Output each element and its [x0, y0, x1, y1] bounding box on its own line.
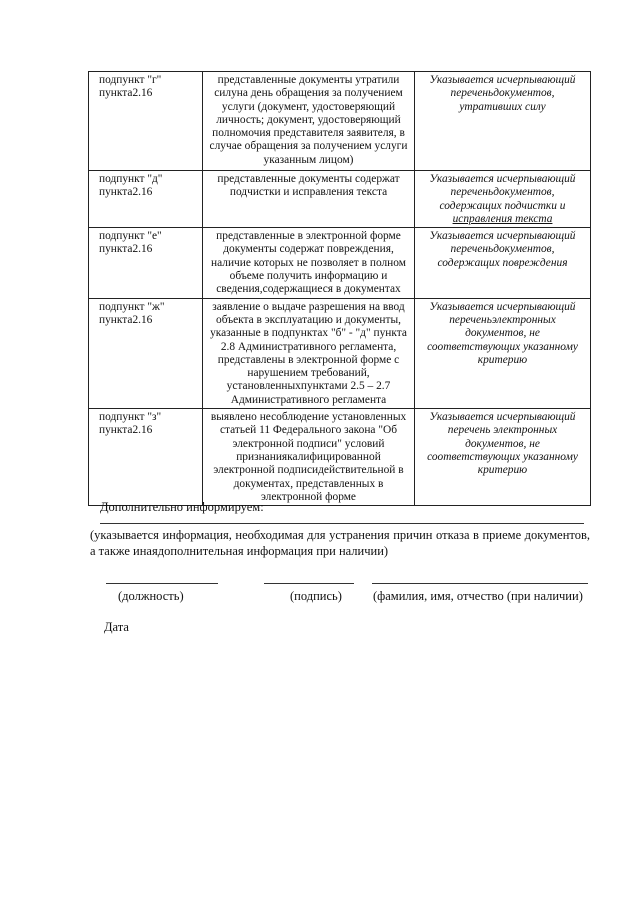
date-label: Дата — [104, 620, 129, 634]
name-line — [372, 583, 588, 584]
note-line: соответствующих указанному — [427, 340, 578, 353]
point-label: подпункт "ж" — [99, 300, 165, 313]
signature-line — [264, 583, 354, 584]
point-label: подпункт "з" — [99, 411, 162, 424]
note-line: Указывается исчерпывающий — [429, 300, 576, 313]
note-line: критерию — [477, 353, 528, 366]
point-clause: пункта2.16 — [99, 313, 153, 326]
note-cell — [415, 72, 591, 171]
name-label: (фамилия, имя, отчество (при наличии) — [373, 589, 583, 603]
reason-cell: заявление о выдаче разрешения на ввод объекта в эксплуатацию и документы, указанные в подпунктах "б" - "д" пункта 2.8 Административного регламента, представлены в электронной форме с нарушением требований, установленныхпунктами 2.5 – 2.7 Административного регламента — [203, 298, 415, 408]
refusal-reasons-table — [88, 71, 591, 506]
note-line: Указывается исчерпывающий — [429, 411, 576, 424]
table-row — [89, 72, 591, 171]
note-line: переченьдокументов, — [450, 243, 555, 256]
position-line — [106, 583, 218, 584]
note-line: переченьдокументов, — [450, 87, 555, 100]
point-cell — [89, 298, 203, 408]
reason-cell: выявлено несоблюдение установленных статьей 11 Федерального закона "Об электронной подписи" условий признаниякалифицированной электронной подписидействительной в документах, представленных в электронной форме — [203, 409, 415, 506]
table-row — [89, 409, 591, 506]
table-row — [89, 171, 591, 228]
table-row — [89, 298, 591, 408]
note-line: документов, не — [465, 437, 540, 450]
point-clause: пункта2.16 — [99, 424, 153, 437]
reason-cell: представленные в электронной форме документы содержат повреждения, наличие которых не позволяет в полном объеме получить информацию и сведения,содержащиеся в документах — [203, 228, 415, 298]
position-label: (должность) — [118, 589, 184, 603]
point-clause: пункта2.16 — [99, 243, 153, 256]
note-cell — [415, 171, 591, 228]
note-line: переченьэлектронных — [449, 313, 556, 326]
note-line: Указывается исчерпывающий — [429, 230, 576, 243]
reason-cell: представленные документы содержат подчистки и исправления текста — [203, 171, 415, 228]
signature-label: (подпись) — [290, 589, 342, 603]
reason-cell: представленные документы утратили силуна день обращения за получением услуги (документ, удостоверяющий личность; документ, удостоверяющий полномочия представителя заявителя, в случае обращения за получением услуги указанным лицом) — [203, 72, 415, 171]
note-line: перечень электронных — [447, 424, 558, 437]
extra-info-label: Дополнительно информируем: — [100, 500, 264, 514]
point-cell — [89, 228, 203, 298]
table-row — [89, 228, 591, 298]
note-line: содержащих повреждения — [437, 256, 568, 269]
note-line: документов, не — [465, 327, 540, 340]
point-cell — [89, 171, 203, 228]
extra-info-line — [100, 523, 584, 524]
point-cell — [89, 409, 203, 506]
extra-info-explanation: (указывается информация, необходимая для устранения причин отказа в приеме документов, а также инаядополнительная информация при наличии) — [90, 528, 590, 558]
point-label: подпункт "г" — [99, 74, 162, 86]
note-line: переченьдокументов, — [450, 186, 555, 199]
point-clause: пункта2.16 — [99, 186, 153, 199]
note-line: исправления текста — [452, 212, 553, 225]
point-clause: пункта2.16 — [99, 87, 153, 100]
note-line: Указывается исчерпывающий — [429, 173, 576, 185]
note-line: критерию — [477, 464, 528, 477]
point-label: подпункт "е" — [99, 230, 162, 243]
note-line: содержащих подчистки и — [439, 199, 566, 212]
point-label: подпункт "д" — [99, 173, 163, 185]
note-cell — [415, 298, 591, 408]
point-cell — [89, 72, 203, 171]
note-line: утративших силу — [459, 100, 546, 113]
note-cell — [415, 228, 591, 298]
note-line: соответствующих указанному — [427, 450, 578, 463]
note-line: Указывается исчерпывающий — [429, 74, 576, 86]
note-cell — [415, 409, 591, 506]
